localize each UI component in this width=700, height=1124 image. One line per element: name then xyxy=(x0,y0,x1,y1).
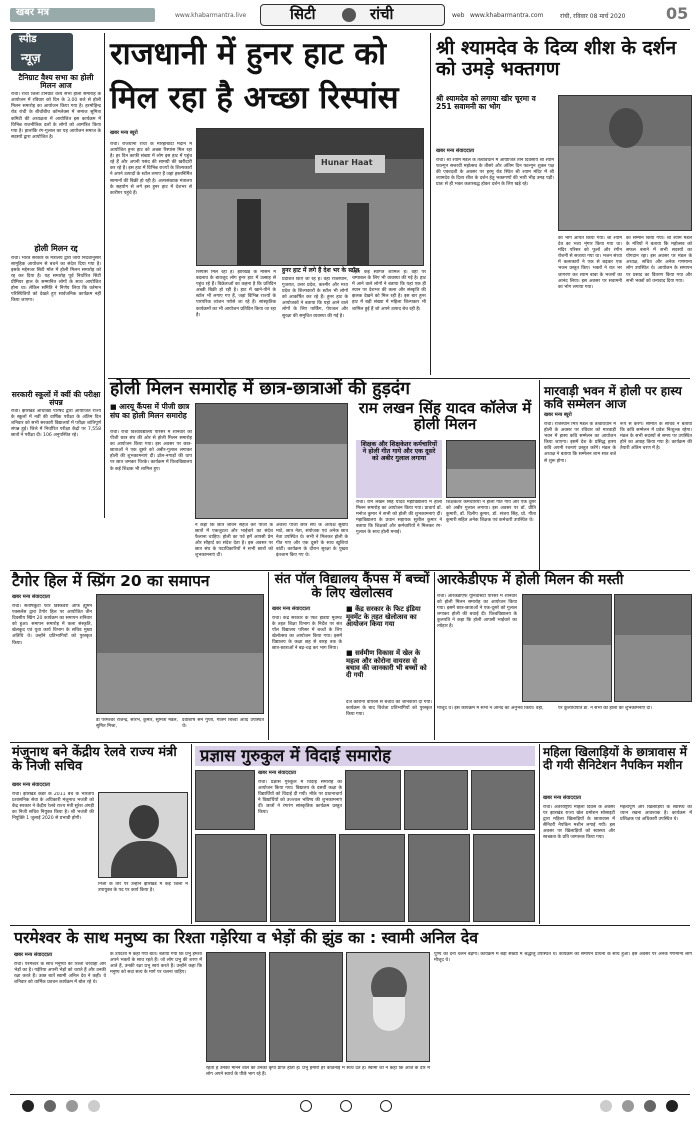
speed-item2-title: होली मिलन रद्द xyxy=(34,244,78,254)
manjunath-byline: खबर मन्त्र संवाददाता xyxy=(12,782,51,788)
archdiocese-photo-small xyxy=(614,594,692,702)
archdiocese-caption2: पर कुलाधिपति डॉ. ने सभी को होली की शुभकामनाएं दीं। xyxy=(558,706,652,711)
registration-mark-icon xyxy=(22,1100,34,1112)
hunar-col3: प्रदर्शित किए जा रहे हैं। वहीं राजस्थान, गुजरात, उत्तर प्रदेश, कश्मीर और मध्य प्रदेश के शिल्पकारों के स्टॉल भी लोगों को आकर्षित कर रहे हैं। हुनर हाट के आयोजकों ने बताया कि यहां आने वाले लोगों के लिए पार्किंग, पेयजल और सुरक्षा की समुचित व्यवस्था की गई है। xyxy=(282,277,348,319)
registration-mark-icon xyxy=(66,1100,78,1112)
shyam-col1: रांची। श्री श्याम मंडल के तत्वावधान में आयोजित तीन दिवसीय श्री श्याम फाल्गुन सत्तरवीं महोत्सव के तीसरे और अंतिम दिन फाल्गुन शुक्ल पक्ष की एकादशी के अवसर पर हरमू रोड स्थित श्री श्याम मंदिर में श्री श्यामदेव के दिव्य शीश के दर्शन हेतु भक्तगणों की भारी भीड़ उमड़ पड़ी। प्रातः से ही भक्त कतारबद्ध होकर दर्शन के लिए खड़े रहे। xyxy=(436,158,554,188)
registration-mark-icon xyxy=(88,1100,100,1112)
marwari-left-rule xyxy=(539,380,540,570)
footer-rule xyxy=(10,1094,690,1095)
hunar-sign-text: Hunar Haat xyxy=(321,158,373,167)
row3-rule xyxy=(10,742,690,743)
tagore-body: रांची। संतोषकुटी फॉर डिस्कवेरी ऑफ ह्यूमन एक्सलेंस द्वारा टैगोर हिल पर आयोजित तीन दिवसीय स्प्रिंग 20 कार्यक्रम का समापन शनिवार को हुआ। समापन समारोह में कला संस्कृति, खेलकूद एवं युवा कार्य विभाग के सचिव मुख्य अतिथि थे। उन्होंने प्रतिभागियों को पुरस्कृत किया। xyxy=(12,604,92,646)
holi-campus-sub: ■ आरयू कैंपस में पीजी छात्र संघ का होली मिलन समारोह xyxy=(110,403,192,420)
ramlakhan-photo xyxy=(446,440,536,498)
photo-group xyxy=(615,635,692,702)
registration-mark-icon xyxy=(644,1100,656,1112)
photo-beard xyxy=(373,997,405,1031)
anil-byline: खबर मन्त्र संवाददाता xyxy=(14,952,53,958)
brand-name: खबर मंत्र xyxy=(16,7,49,18)
registration-mark-icon xyxy=(44,1100,56,1112)
holi-campus-body2: ने कहा कि छात्र जीवन सहज कर पीजी के छात्रों में एकजुटता और भाईचारे का संदेश फैलाना चाहिए। होली का पर्व हमें आपसी प्रेम और सौहार्द का संदेश देता है। इस अवसर पर छात्र संघ के पदाधिकारियों ने सभी छात्रों को शुभकामनाएं दीं। xyxy=(195,523,273,559)
mahila-byline: खबर मन्त्र संवाददाता xyxy=(543,795,582,801)
anil-body4: पुण्य का देना चलन बढ़ेगा। कार्यक्रम में बड़ी संख्या में श्रद्धालु उपस्थित थे। कार्यक्रम का समापन प्रार्थना के साथ हुआ। इस अवसर पर अनेक गणमान्य लोग मौजूद थे। xyxy=(434,952,692,964)
hunar-col1: रांची। राजधानी रांची के मोरहाबादी मैदान में आयोजित हुनर हाट को अच्छा रिस्पांस मिल रहा है। हर दिन काफी संख्या में लोग इस हाट में पहुंच रहे हैं और अपनी पसंद की सामग्री की खरीदारी कर रहे हैं। इस हाट में विभिन्न राज्यों के शिल्पकारों ने अपने उत्पादों के स्टॉल लगाए हैं जहां हस्तनिर्मित सामानों की बिक्री हो रही है। अल्पसंख्यक मंत्रालय के सहयोग से लगे इस हुनर हाट में देशभर से कारीगर पहुंचे हैं। xyxy=(110,142,192,196)
photo-stall-awning xyxy=(197,129,424,159)
photo-crowd xyxy=(559,146,692,231)
prasas-photo-5 xyxy=(195,834,267,922)
registration-mark-icon xyxy=(300,1100,312,1112)
speed-logo-top: स्पीड xyxy=(19,34,37,45)
prasas-body: रांची। प्रज्ञास गुरुकुल में विदाई समारोह का आयोजन किया गया। विद्यालय के दसवीं कक्षा के विद्यार्थियों को विदाई दी गयी। मौके पर प्रधानाचार्य ने विद्यार्थियों को उज्ज्वल भविष्य की शुभकामनाएं दीं। छात्रों ने रंगारंग सांस्कृतिक कार्यक्रम प्रस्तुत किया। xyxy=(258,780,342,816)
stpaul-body2: दर्ज कोरोना वायरस से बचाव की जानकारी दी गयी। कार्यक्रम के बाद विजेता प्रतिभागियों को पुरस्कृत किया गया। xyxy=(346,700,432,718)
website-top: www.khabarmantra.live xyxy=(175,12,247,19)
marwari-body2: रूप से करेंगे। समिति के संचिव ने बताया कि कवि सम्मेलन में प्रवेश निःशुल्क रहेगा। मंडल के सभी सदस्यों से समय पर उपस्थित होने का आग्रह किया गया है। कार्यक्रम की तैयारी अंतिम चरण में है। xyxy=(620,422,692,452)
photo-stage xyxy=(97,653,264,714)
prasas-headline: प्रज्ञास गुरुकुल में विदाई समारोह xyxy=(200,746,391,765)
hunar-byline: खबर मन्त्र ब्यूरो xyxy=(110,130,138,136)
hunar-haat-photo xyxy=(196,128,424,266)
ramlakhan-body2: शिक्षकेतर कर्मचारियों ने होली गीत गाये और एक दूसरे को अबीर गुलाल लगाया। इस अवसर पर डॉ. प्रीति कुमारी, डॉ. दिलीप कुमार, डॉ. संजय सिंह, प्रो. गीता कुमारी सहित अनेक शिक्षक एवं कर्मचारी उपस्थित थे। xyxy=(446,500,536,524)
anil-body1: रांची। परमेश्वर के साथ मनुष्यों का रिश्ता चरवाहा और भेड़ों का है। गड़ेरिया अपनी भेड़ों को चराते हैं और उनकी रक्षा करते हैं। उक्त बातें स्वामी अनिल देव ने कही। वे शनिवार को धार्मिक प्रवचन कार्यक्रम में बोल रहे थे। xyxy=(14,962,106,986)
masthead xyxy=(0,0,700,30)
registration-mark-icon xyxy=(666,1100,678,1112)
marwari-headline: मारवाड़ी भवन में होली पर हास्य कवि सम्मेलन आज xyxy=(544,384,682,411)
speed-item1-title: टैनिग्राट वैश्य सभा का होली मिलन आज xyxy=(18,73,94,91)
masthead-rule xyxy=(10,29,690,30)
hunar-right-rule xyxy=(430,33,431,375)
prasas-photo-9 xyxy=(473,834,535,922)
holi-campus-photo xyxy=(195,403,348,519)
registration-mark-icon xyxy=(600,1100,612,1112)
shyam-byline: खबर मन्त्र संवाददाता xyxy=(436,148,475,154)
tagore-right-rule xyxy=(268,572,269,740)
manjunath-body: रांची। झारखंड कैडर के 2011 बैच के भारतीय प्रशासनिक सेवा के अधिकारी मंजुनाथ भजंत्री को केंद्र सरकार ने केंद्रीय रेलवे राज्य मंत्री सुरेश अंगड़ी का निजी सचिव नियुक्त किया है। श्री भजंत्री की नियुक्ति 1 जुलाई 2020 से प्रभावी होगी। xyxy=(12,792,94,822)
stpaul-bullet2: ■ सर्वमीण विकास में खेल के महत्व और कोरोना वायरस से बचाव की जानकारी भी बच्चों को दी गयी xyxy=(346,650,432,680)
prasas-photo-8 xyxy=(408,834,470,922)
marwari-byline: खबर मन्त्र ब्यूरो xyxy=(544,412,572,418)
manjunath-body2: निजी के तौर पर उन्होंने झारखंड में कई जिलों में उपायुक्त के पद पर कार्य किया है। xyxy=(98,882,188,894)
date-line: रांची, रविवार 08 मार्च 2020 xyxy=(560,13,626,20)
photo-crowd xyxy=(196,444,348,519)
manjunath-right-rule xyxy=(191,744,192,924)
stpaul-bullet1: ■ केंद्र सरकार के फिट इंडिया मूवमेंट के तहत खेलोत्सव का आयोजन किया गया xyxy=(346,606,432,628)
holi-campus-body: रांची। रांची विश्वविद्यालय परिसर में शनिवार को पीजी छात्र संघ की ओर से होली मिलन समारोह का आयोजन किया गया। इस अवसर पर छात्र-छात्राओं ने एक दूसरे को अबीर-गुलाल लगाकर होली की शुभकामनाएं दीं। ढोल-नगाड़ों की थाप पर छात्र जमकर थिरके। कार्यक्रम में विश्वविद्यालय के कई शिक्षक भी शामिल हुए। xyxy=(110,430,192,472)
anil-photo-1 xyxy=(206,952,266,1062)
photo-group xyxy=(447,469,536,498)
stpaul-right-rule xyxy=(434,572,435,740)
row4-rule xyxy=(10,925,690,926)
speed-item3-title: सरकारी स्कूलों में क्वीं की परीक्षा संपन्न xyxy=(11,389,101,407)
ramlakhan-body1: रांची। राम लखन सिंह यादव महाविद्यालय में होली मिलन समारोह का आयोजन किया गया। प्राचार्य डॉ. मनोज कुमार ने सभी को होली की शुभकामनाएं दीं। महाविद्यालय के प्रधान सहायक सुशील कुमार ने बताया कि शिक्षकों और कर्मचारियों ने मिलकर रंग-गुलाल के साथ होली मनाई। xyxy=(356,500,442,536)
mahila-headline: महिला खिलाड़ियों के छात्रावास में दी गयी सैनिटेशन नैपकिन मशीन xyxy=(543,745,687,772)
archdiocese-photo-main xyxy=(522,594,612,702)
registration-mark-icon xyxy=(340,1100,352,1112)
prasas-photo-6 xyxy=(270,834,336,922)
shyam-headline: श्री श्यामदेव के दिव्य शीश के दर्शन को उमड़े भक्तगण xyxy=(436,37,677,80)
archdiocese-headline: आरकेडीएफ में होली मिलन की मस्ती xyxy=(437,572,624,588)
speed-item2-body: रांची। भारत सरकार के मंत्रालय द्वारा जारी निर्देशानुसार सामूहिक आयोजन से बचने का संदेश दिया गया है। इसके मद्देनजर सिटी मॉल में होली मिलन समारोह को रद्द कर दिया है। यह समारोह पूर्व निर्धारित सिटी प्रीमियर हाल के सम्मानित लोगों के साथ आयोजित होना था। लेकिन समिति ने निर्णय लिया कि वर्तमान परिस्थितियों को देखते हुए सार्वजनिक कार्यक्रम नहीं किया जाएगा। xyxy=(11,255,101,304)
photo-shoulders xyxy=(111,841,177,878)
web-url: www.khabarmantra.com xyxy=(470,12,544,19)
stpaul-headline: संत पॉल विद्यालय कैंपस में बच्चों के लिए खेलोत्सव xyxy=(274,572,430,602)
tagore-headline: टैगोर हिल में स्प्रिंग 20 का समापन xyxy=(12,572,210,590)
shyam-sub: श्री श्यामदेव को लगाया खीर चूरमा व 251 सवामनी का भोग xyxy=(436,94,536,112)
holi-campus-body3: अवश्य पीजी छात्र संघ के अध्यक्ष सुबोध माटे, छात्र नेता, संयोजक एवं अनेक छात्र नेता उपस्थित थे। सभी ने मिलकर होली के गीत गाए और एक दूसरे के साथ खुशियां बांटीं। कार्यक्रम के दौरान सुरक्षा के पुख्ता इंतजाम किए गए थे। xyxy=(276,523,348,559)
shyam-col3: का सम्मान किया गया। श्री श्याम मंडल के मंत्रियों ने बताया कि महोत्सव को सफल बनाने में सभी सदस्यों का योगदान रहा। इस अवसर पर मंडल के अध्यक्ष, सचिव और अनेक गणमान्य लोग उपस्थित थे। आयोजन के समापन पर प्रसाद का वितरण किया गया और सभी भक्तों को धन्यवाद दिया गया। xyxy=(626,236,692,284)
ramlakhan-headline: राम लखन सिंह यादव कॉलेज में होली मिलन xyxy=(358,399,532,434)
stpaul-byline: खबर मन्त्र संवाददाता xyxy=(272,606,311,612)
prasas-photo-1 xyxy=(195,770,255,830)
holi-campus-headline: होली मिलन समारोह में छात्र-छात्राओं की हुड़दंग xyxy=(110,379,410,399)
archdiocese-body: रांची। आरकेडीएफ यूनिवर्सिटी परिसर में शनिवार को होली मिलन समारोह का आयोजन किया गया। इसमें छात्र-छात्राओं ने एक-दूसरे को गुलाल लगाकर होली की बधाई दी। विश्वविद्यालय के कुलपति ने कहा कि होली आपसी भाईचारे का त्योहार है। xyxy=(437,594,517,630)
manjunath-photo xyxy=(98,792,188,878)
speed-logo-bottom: न्यूज़ xyxy=(21,51,41,65)
speed-item1-body: रांची। रांची जिला टैनिग्राट वैश्य सभा होली समारोह के आयोजन में रविवार को दिन के 3.00 बजे से होली मिलन समारोह का आयोजन किया गया है। हरमोहिन्द्र रोड रांची के बीचोंबीच कॉम्प्लेक्स में समाज सुमित्रा कमिटी की अध्यक्षता में आयोजित इस कार्यक्रम में विभिन्न राजनीतिक दलों के लोगों को आमंत्रित किया गया है। हालांकि रंग-गुलाल का यह आयोजन समाज के सदस्यों द्वारा आयोजित है। xyxy=(11,92,101,140)
prasas-byline: खबर मन्त्र संवाददाता xyxy=(258,770,297,776)
row2-rule xyxy=(10,570,690,571)
prasas-photo-4 xyxy=(471,770,535,830)
section-name: सिटी xyxy=(290,5,316,23)
shyam-col2: का भोग अर्पित किया गया। श्री श्याम देव का भव्य शृंगार किया गया था। मंदिर परिसर को फूलों और रंगीन रोशनी से सजाया गया था। भजन संध्या में कलाकारों ने एक से बढ़कर एक भजन प्रस्तुत किए। भक्तों ने रात भर जागरण कर श्याम बाबा के भजनों का आनंद लिया। इस अवसर पर सवामनी का भोग लगाया गया। xyxy=(558,236,622,290)
hunar-headline-line2: मिल रहा है अच्छा रिस्पांस xyxy=(110,80,399,116)
registration-mark-icon xyxy=(622,1100,634,1112)
logo-circle-icon xyxy=(342,8,356,22)
tagore-caption2: देवाशीष सेन गुप्ता, गौतम बिश्वा आदि उपस्थित थे। xyxy=(182,718,264,730)
archdiocese-caption: मौजूद थे। इस कार्यक्रम में सभी ने आनंद का अनुभव किया। वहीं, xyxy=(437,706,544,711)
photo-crowd xyxy=(197,189,424,266)
hunar-headline-line1: राजधानी में हुनर हाट को xyxy=(110,36,387,72)
photo-group xyxy=(523,645,612,702)
anil-body3: रहता है उनको मानने वाले को उनकी कृपा प्राप्त होती है। प्रभु हमारी हर कठिनाई में साथ देते हैं। स्वामी जी ने कहा कि आज के दौर में लोग अपने स्वार्थ के पीछे भाग रहे हैं। xyxy=(206,1066,430,1078)
anil-photo-swami xyxy=(346,952,430,1062)
web-label: web xyxy=(452,12,465,19)
anil-photo-2 xyxy=(269,952,343,1062)
mahila-body: रांची। अंतरराष्ट्रीय महिला दिवस के अवसर पर झारखंड राज्य खेल प्रमोशन सोसाइटी द्वारा महिला खिलाड़ियों के छात्रावास में सैनिटरी नैपकिन मशीन लगाई गयी। इस अवसर पर खिलाड़ियों को स्वास्थ्य और स्वच्छता के प्रति जागरूक किया गया। xyxy=(543,805,615,841)
city-name: रांची xyxy=(370,5,394,23)
tagore-caption1: डॉ परमेश्वर राजेन्द्र, सौरभ, कुमार, सुमित्रा मंडल, सुमित मिश्रा, xyxy=(96,718,178,730)
page-number: 05 xyxy=(666,4,689,23)
tagore-byline: खबर मन्त्र संवाददाता xyxy=(12,594,51,600)
shyam-photo xyxy=(558,95,692,231)
speed-item3-body: रांची। झारखंड अधिविद्य परिषद द्वारा आयोजित राज्य के स्कूलों में नवीं की वार्षिक परीक्षा के अंतिम दिन शनिवार को सभी सरकारी विद्यालयों में परीक्षा शांतिपूर्ण संपन्न हुई। जिले में निर्धारित परीक्षा केंद्रों पर 7,558 छात्रों ने परीक्षा दी। 106 अनुपस्थित रहे। xyxy=(11,409,101,439)
marwari-body: रांची। राजस्थान मित्र मंडल के तत्वावधान में होली के अवसर पर रविवार को मारवाड़ी भवन में हास्य कवि सम्मेलन का आयोजन किया जाएगा। इसमें देश के प्रसिद्ध हास्य कवि अपनी रचनाएं प्रस्तुत करेंगे। मंडल के अध्यक्ष ने बताया कि सम्मेलन शाम सात बजे से शुरू होगा। xyxy=(544,422,616,464)
tagore-photo xyxy=(96,594,264,714)
speed-news-logo xyxy=(11,33,73,71)
anil-headline: परमेश्वर के साथ मनुष्य का रिश्ता गड़ेरिया व भेड़ों की झुंड का : स्वामी अनिल देव xyxy=(14,928,479,947)
manjunath-headline: मंजुनाथ बने केंद्रीय रेलवे राज्य मंत्री के निजी सचिव xyxy=(12,745,177,775)
mahila-body2: महत्वपूर्ण और खिलाड़ियों के स्वास्थ्य का ध्यान रखना आवश्यक है। कार्यक्रम में प्रशिक्षक एवं अधिकारी उपस्थित थे। xyxy=(620,805,692,823)
photo-figure xyxy=(347,203,369,266)
prasas-photo-7 xyxy=(339,834,405,922)
prasas-right-rule xyxy=(539,744,540,924)
prasas-photo-2 xyxy=(345,770,401,830)
registration-mark-icon xyxy=(380,1100,392,1112)
hunar-caption: हुनर हाट में लगे हैं देश भर के स्टॉल xyxy=(282,267,360,274)
speed-column-rule xyxy=(104,33,105,518)
ramlakhan-box-text: शिक्षक और शिक्षकेतर कर्मचारियों ने होली गीत गाये और एक दूसरे को अबीर गुलाल लगाया xyxy=(360,441,437,462)
photo-deity xyxy=(609,108,643,148)
speed-news-column xyxy=(11,74,101,547)
hunar-col4: पहले कई स्वागत शामिल हैं। वहीं पर चम्पाबल के लिए भी व्यवस्था की गई है। हाट में आने वाले लोगों ने बताया कि यहां एक ही स्थान पर देशभर की कला और संस्कृति की झलक देखने को मिल रही है। इस बार हुनर हाट में बड़ी संख्या में महिला शिल्पकार भी शामिल हुई हैं जो अपने उत्पाद बेच रही हैं। xyxy=(352,270,426,312)
photo-figure xyxy=(237,199,261,266)
prasas-photo-3 xyxy=(404,770,468,830)
photo-head xyxy=(129,805,159,839)
hunar-col2: रिस्पांस मिल रहा है। झारखंड के मौसम में बदलाव के बावजूद लोग हुनर हाट में उत्साह से पहुंच रहे हैं। विक्रेताओं का कहना है कि प्रतिदिन अच्छी बिक्री हो रही है। हाट में खाने-पीने के स्टॉल भी लगाए गए हैं, जहां विभिन्न राज्यों के पारंपरिक व्यंजन परोसे जा रहे हैं। सांस्कृतिक कार्यक्रमों का भी आयोजन प्रतिदिन किया जा रहा है। xyxy=(196,270,276,318)
anil-body2: के उपदेशों में कहीं गयी बातें। बताया गया कि प्रभु हमेशा अपने भक्तों के साथ रहते हैं। जो लोग प्रभु की शरण में आते हैं, उनकी रक्षा प्रभु स्वयं करते हैं। उन्होंने कहा कि मनुष्य को सदा सत्य के मार्ग पर चलना चाहिए। xyxy=(110,952,202,976)
stpaul-body: रांची। केंद्र सरकार के फिट इंडिया मूवमेंट के तहत शिक्षा विभाग के निर्देश पर संत पॉल विद्यालय परिसर में बच्चों के लिए खेलोत्सव का आयोजन किया गया। इसमें विद्यालय के कक्षा छह से बारह तक के छात्र-छात्राओं ने बढ़-चढ़ कर भाग लिया। xyxy=(272,616,342,652)
